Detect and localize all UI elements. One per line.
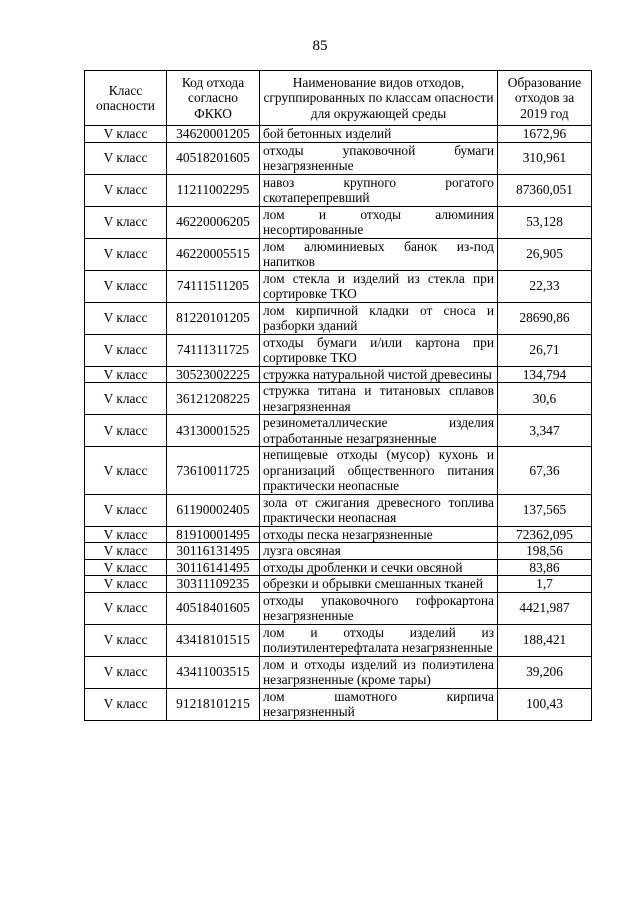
table-row <box>85 334 592 366</box>
waste-amount-cell: 4421,987 <box>498 592 592 624</box>
fkko-code-cell: 30116141495 <box>167 559 260 576</box>
waste-amount-cell: 26,71 <box>498 334 592 366</box>
hazard-class-cell: V класс <box>85 526 167 543</box>
waste-name-cell: отходы бумаги и/или картона при сортировке ТКО <box>260 334 498 366</box>
fkko-code-cell: 43411003515 <box>167 656 260 688</box>
hazard-class-cell: V класс <box>85 366 167 383</box>
table-row <box>85 415 592 447</box>
table-header-row <box>85 71 592 126</box>
table-row <box>85 206 592 238</box>
waste-name-cell: отходы упаковочного гофрокартона незагрязненные <box>260 592 498 624</box>
fkko-code-cell: 34620001205 <box>167 126 260 143</box>
waste-name-cell: лом кирпичной кладки от сноса и разборки зданий <box>260 302 498 334</box>
waste-name-cell: лом стекла и изделий из стекла при сортировке ТКО <box>260 270 498 302</box>
hazard-class-cell: V класс <box>85 592 167 624</box>
waste-amount-cell: 72362,095 <box>498 526 592 543</box>
table-body <box>85 126 592 721</box>
table-row <box>85 447 592 495</box>
waste-amount-cell: 53,128 <box>498 206 592 238</box>
fkko-code-cell: 81910001495 <box>167 526 260 543</box>
waste-name-cell: стружка натуральной чистой древесины <box>260 366 498 383</box>
waste-name-cell: лом и отходы изделий из полиэтилентерефталата незагрязненные <box>260 624 498 656</box>
hazard-class-cell: V класс <box>85 559 167 576</box>
waste-name-cell: отходы дробленки и сечки овсяной <box>260 559 498 576</box>
waste-amount-cell: 67,36 <box>498 447 592 495</box>
table-row <box>85 126 592 143</box>
hazard-class-cell: V класс <box>85 238 167 270</box>
fkko-code-cell: 36121208225 <box>167 383 260 415</box>
header-hazard-class: Класс опасности <box>85 71 167 126</box>
waste-name-cell: лом и отходы изделий из полиэтилена незагрязненные (кроме тары) <box>260 656 498 688</box>
fkko-code-cell: 81220101205 <box>167 302 260 334</box>
table-row <box>85 576 592 593</box>
fkko-code-cell: 46220006205 <box>167 206 260 238</box>
waste-amount-cell: 1672,96 <box>498 126 592 143</box>
waste-name-cell: обрезки и обрывки смешанных тканей <box>260 576 498 593</box>
fkko-code-cell: 11211002295 <box>167 174 260 206</box>
header-waste-amount: Образование отходов за 2019 год <box>498 71 592 126</box>
fkko-code-cell: 73610011725 <box>167 447 260 495</box>
table-row <box>85 366 592 383</box>
table-row <box>85 383 592 415</box>
table-row <box>85 559 592 576</box>
waste-amount-cell: 310,961 <box>498 142 592 174</box>
fkko-code-cell: 43418101515 <box>167 624 260 656</box>
hazard-class-cell: V класс <box>85 415 167 447</box>
fkko-code-cell: 91218101215 <box>167 688 260 720</box>
waste-name-cell: лом шамотного кирпича незагрязненный <box>260 688 498 720</box>
waste-amount-cell: 26,905 <box>498 238 592 270</box>
waste-name-cell: непищевые отходы (мусор) кухонь и организаций общественного питания практически неопасные <box>260 447 498 495</box>
table-row <box>85 494 592 526</box>
hazard-class-cell: V класс <box>85 302 167 334</box>
waste-amount-cell: 134,794 <box>498 366 592 383</box>
waste-amount-cell: 198,56 <box>498 543 592 560</box>
hazard-class-cell: V класс <box>85 383 167 415</box>
table-row <box>85 302 592 334</box>
waste-amount-cell: 22,33 <box>498 270 592 302</box>
hazard-class-cell: V класс <box>85 447 167 495</box>
waste-name-cell: зола от сжигания древесного топлива практически неопасная <box>260 494 498 526</box>
fkko-code-cell: 40518201605 <box>167 142 260 174</box>
waste-amount-cell: 188,421 <box>498 624 592 656</box>
fkko-code-cell: 40518401605 <box>167 592 260 624</box>
table-row <box>85 656 592 688</box>
hazard-class-cell: V класс <box>85 656 167 688</box>
hazard-class-cell: V класс <box>85 142 167 174</box>
hazard-class-cell: V класс <box>85 624 167 656</box>
waste-amount-cell: 3,347 <box>498 415 592 447</box>
fkko-code-cell: 30523002225 <box>167 366 260 383</box>
waste-amount-cell: 87360,051 <box>498 174 592 206</box>
waste-amount-cell: 100,43 <box>498 688 592 720</box>
waste-name-cell: резинометаллические изделия отработанные незагрязненные <box>260 415 498 447</box>
table-row <box>85 624 592 656</box>
fkko-code-cell: 46220005515 <box>167 238 260 270</box>
table-row <box>85 592 592 624</box>
fkko-code-cell: 74111311725 <box>167 334 260 366</box>
table-row <box>85 270 592 302</box>
waste-name-cell: отходы упаковочной бумаги незагрязненные <box>260 142 498 174</box>
table-row <box>85 142 592 174</box>
header-fkko-code: Код отхода согласно ФККО <box>167 71 260 126</box>
fkko-code-cell: 43130001525 <box>167 415 260 447</box>
waste-name-cell: бой бетонных изделий <box>260 126 498 143</box>
table-row <box>85 526 592 543</box>
fkko-code-cell: 61190002405 <box>167 494 260 526</box>
waste-name-cell: стружка титана и титановых сплавов незагрязненная <box>260 383 498 415</box>
header-waste-name: Наименование видов отходов, сгруппированных по классам опасности для окружающей среды <box>260 71 498 126</box>
hazard-class-cell: V класс <box>85 126 167 143</box>
waste-table <box>84 70 592 721</box>
waste-name-cell: навоз крупного рогатого скотаперепревший <box>260 174 498 206</box>
hazard-class-cell: V класс <box>85 576 167 593</box>
waste-amount-cell: 39,206 <box>498 656 592 688</box>
waste-name-cell: лом алюминиевых банок из-под напитков <box>260 238 498 270</box>
hazard-class-cell: V класс <box>85 334 167 366</box>
waste-amount-cell: 28690,86 <box>498 302 592 334</box>
page-number: 85 <box>312 38 328 54</box>
waste-name-cell: лом и отходы алюминия несортированные <box>260 206 498 238</box>
waste-amount-cell: 1,7 <box>498 576 592 593</box>
table-row <box>85 688 592 720</box>
waste-amount-cell: 30,6 <box>498 383 592 415</box>
hazard-class-cell: V класс <box>85 206 167 238</box>
waste-name-cell: отходы песка незагрязненные <box>260 526 498 543</box>
hazard-class-cell: V класс <box>85 688 167 720</box>
waste-name-cell: лузга овсяная <box>260 543 498 560</box>
table-row <box>85 543 592 560</box>
fkko-code-cell: 30116131495 <box>167 543 260 560</box>
table-row <box>85 174 592 206</box>
fkko-code-cell: 30311109235 <box>167 576 260 593</box>
hazard-class-cell: V класс <box>85 494 167 526</box>
hazard-class-cell: V класс <box>85 543 167 560</box>
waste-amount-cell: 137,565 <box>498 494 592 526</box>
fkko-code-cell: 74111511205 <box>167 270 260 302</box>
table-row <box>85 238 592 270</box>
hazard-class-cell: V класс <box>85 174 167 206</box>
waste-amount-cell: 83,86 <box>498 559 592 576</box>
hazard-class-cell: V класс <box>85 270 167 302</box>
